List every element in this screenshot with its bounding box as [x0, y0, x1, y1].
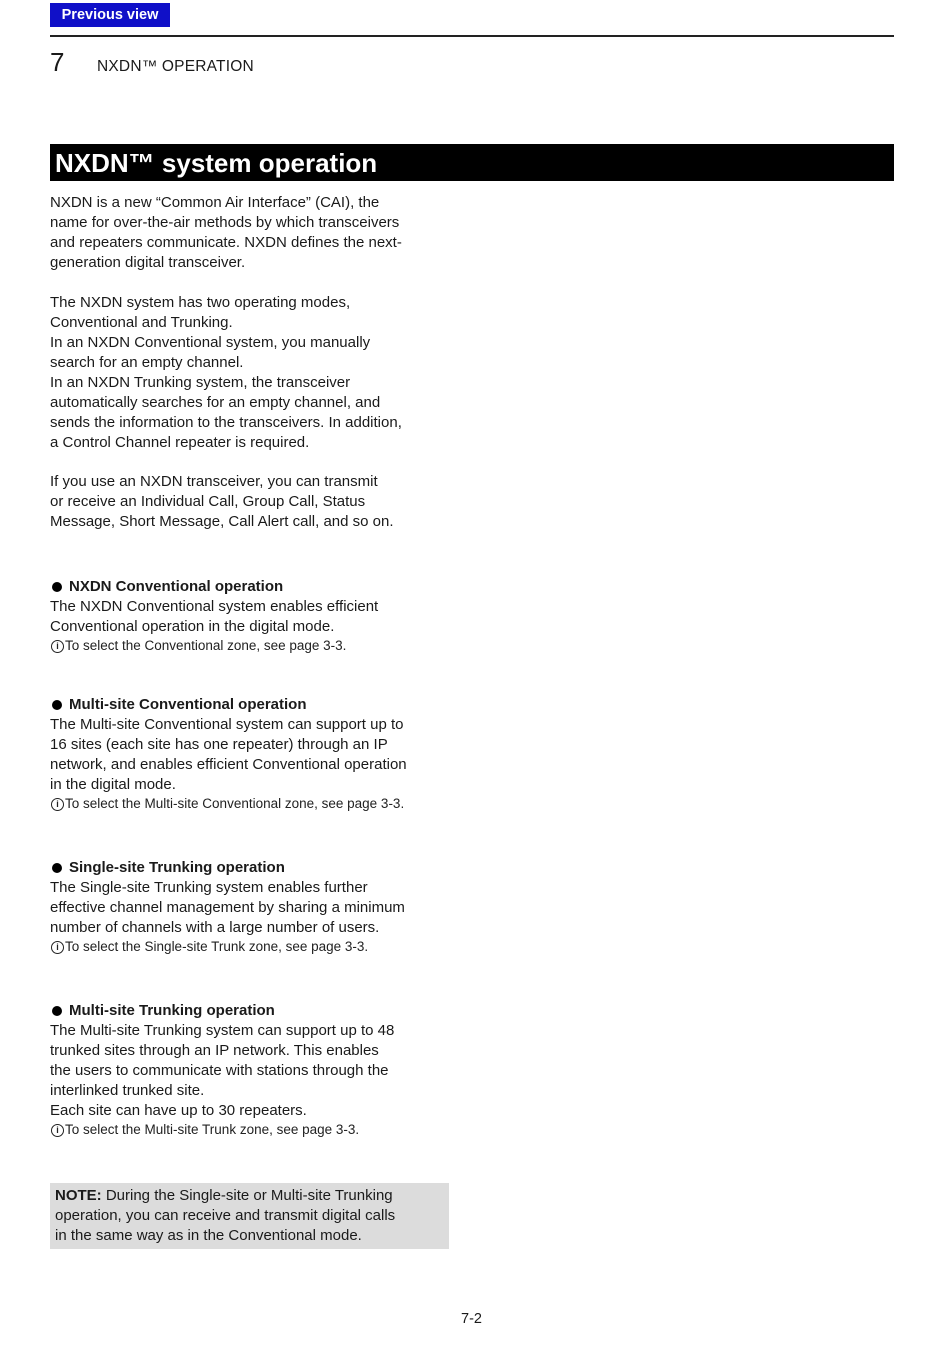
info-icon: i: [51, 798, 64, 811]
info-icon: i: [51, 640, 64, 653]
intro-paragraph-1: [50, 193, 450, 273]
text-line: The Multi-site Trunking system can support up to 48: [50, 1022, 395, 1039]
operation-heading: Multi-site Conventional operation: [69, 696, 307, 713]
text-line: the users to communicate with stations through the: [50, 1062, 389, 1079]
main-content: [50, 193, 450, 1139]
section-title: NXDN™ system operation: [55, 148, 378, 178]
note-label: NOTE:: [55, 1187, 102, 1204]
bullet-icon: [52, 582, 62, 592]
operation-heading: Single-site Trunking operation: [69, 859, 285, 876]
bullet-icon: [52, 863, 62, 873]
text-line: automatically searches for an empty channel, and: [50, 393, 381, 411]
tip-text: To select the Conventional zone, see page 3-3.: [65, 638, 347, 653]
text-line: search for an empty channel.: [50, 353, 244, 371]
text-line: name for over-the-air methods by which transceivers: [50, 214, 400, 231]
intro-paragraph-3: [50, 472, 450, 532]
text-line: Conventional and Trunking.: [50, 313, 233, 331]
chapter-title: NXDN™ OPERATION: [97, 58, 254, 75]
text-line: sends the information to the transceivers. In addition,: [50, 413, 402, 431]
text-line: Each site can have up to 30 repeaters.: [50, 1102, 307, 1119]
text-line: in the digital mode.: [50, 776, 176, 793]
tip-text: To select the Multi-site Conventional zone, see page 3-3.: [65, 796, 405, 811]
text-line: The NXDN Conventional system enables efficient: [50, 598, 379, 615]
text-line: In an NXDN Conventional system, you manually: [50, 333, 371, 351]
text-line: in the same way as in the Conventional mode.: [55, 1227, 362, 1244]
operation-multi-site-trunking: [50, 1001, 450, 1139]
operation-nxdn-conventional: [50, 577, 450, 655]
text-line: The Multi-site Conventional system can support up to: [50, 716, 404, 733]
header-rule: [50, 35, 894, 37]
bullet-icon: [52, 700, 62, 710]
text-line: NXDN is a new “Common Air Interface” (CAI), the: [50, 194, 380, 211]
text-line: The Single-site Trunking system enables further: [50, 879, 368, 896]
section-heading-bar: [50, 144, 894, 181]
text-line: Conventional operation in the digital mode.: [50, 618, 335, 635]
page-number: 7-2: [461, 1311, 482, 1327]
text-line: operation, you can receive and transmit digital calls: [55, 1207, 396, 1224]
text-line: network, and enables efficient Conventional operation: [50, 756, 407, 773]
text-line: effective channel management by sharing a minimum: [50, 899, 405, 916]
info-icon: i: [51, 941, 64, 954]
text-line: trunked sites through an IP network. This enables: [50, 1042, 379, 1059]
intro-paragraph-2: [50, 293, 450, 453]
text-line: Message, Short Message, Call Alert call, and so on.: [50, 513, 394, 530]
tip-text: To select the Multi-site Trunk zone, see page 3-3.: [65, 1122, 360, 1137]
note-box: [50, 1183, 449, 1249]
previous-view-button[interactable]: Previous view: [50, 3, 170, 27]
info-icon: i: [51, 1124, 64, 1137]
text-line: and repeaters communicate. NXDN defines the next-: [50, 234, 402, 251]
chapter-number: 7: [50, 47, 65, 77]
text-line: a Control Channel repeater is required.: [50, 433, 310, 451]
text-line: During the Single-site or Multi-site Trunking: [101, 1187, 393, 1204]
operation-heading: NXDN Conventional operation: [69, 578, 284, 595]
text-line: If you use an NXDN transceiver, you can transmit: [50, 473, 378, 490]
text-line: In an NXDN Trunking system, the transceiver: [50, 373, 351, 391]
text-line: interlinked trunked site.: [50, 1082, 205, 1099]
operation-multi-site-conventional: [50, 695, 450, 813]
text-line: or receive an Individual Call, Group Call, Status: [50, 493, 366, 510]
text-line: 16 sites (each site has one repeater) through an IP: [50, 736, 388, 753]
text-line: The NXDN system has two operating modes,: [50, 293, 351, 311]
operation-single-site-trunking: [50, 858, 450, 956]
text-line: generation digital transceiver.: [50, 254, 246, 271]
tip-text: To select the Single-site Trunk zone, see page 3-3.: [65, 939, 369, 954]
text-line: number of channels with a large number of users.: [50, 919, 380, 936]
bullet-icon: [52, 1006, 62, 1016]
operation-heading: Multi-site Trunking operation: [69, 1002, 275, 1019]
